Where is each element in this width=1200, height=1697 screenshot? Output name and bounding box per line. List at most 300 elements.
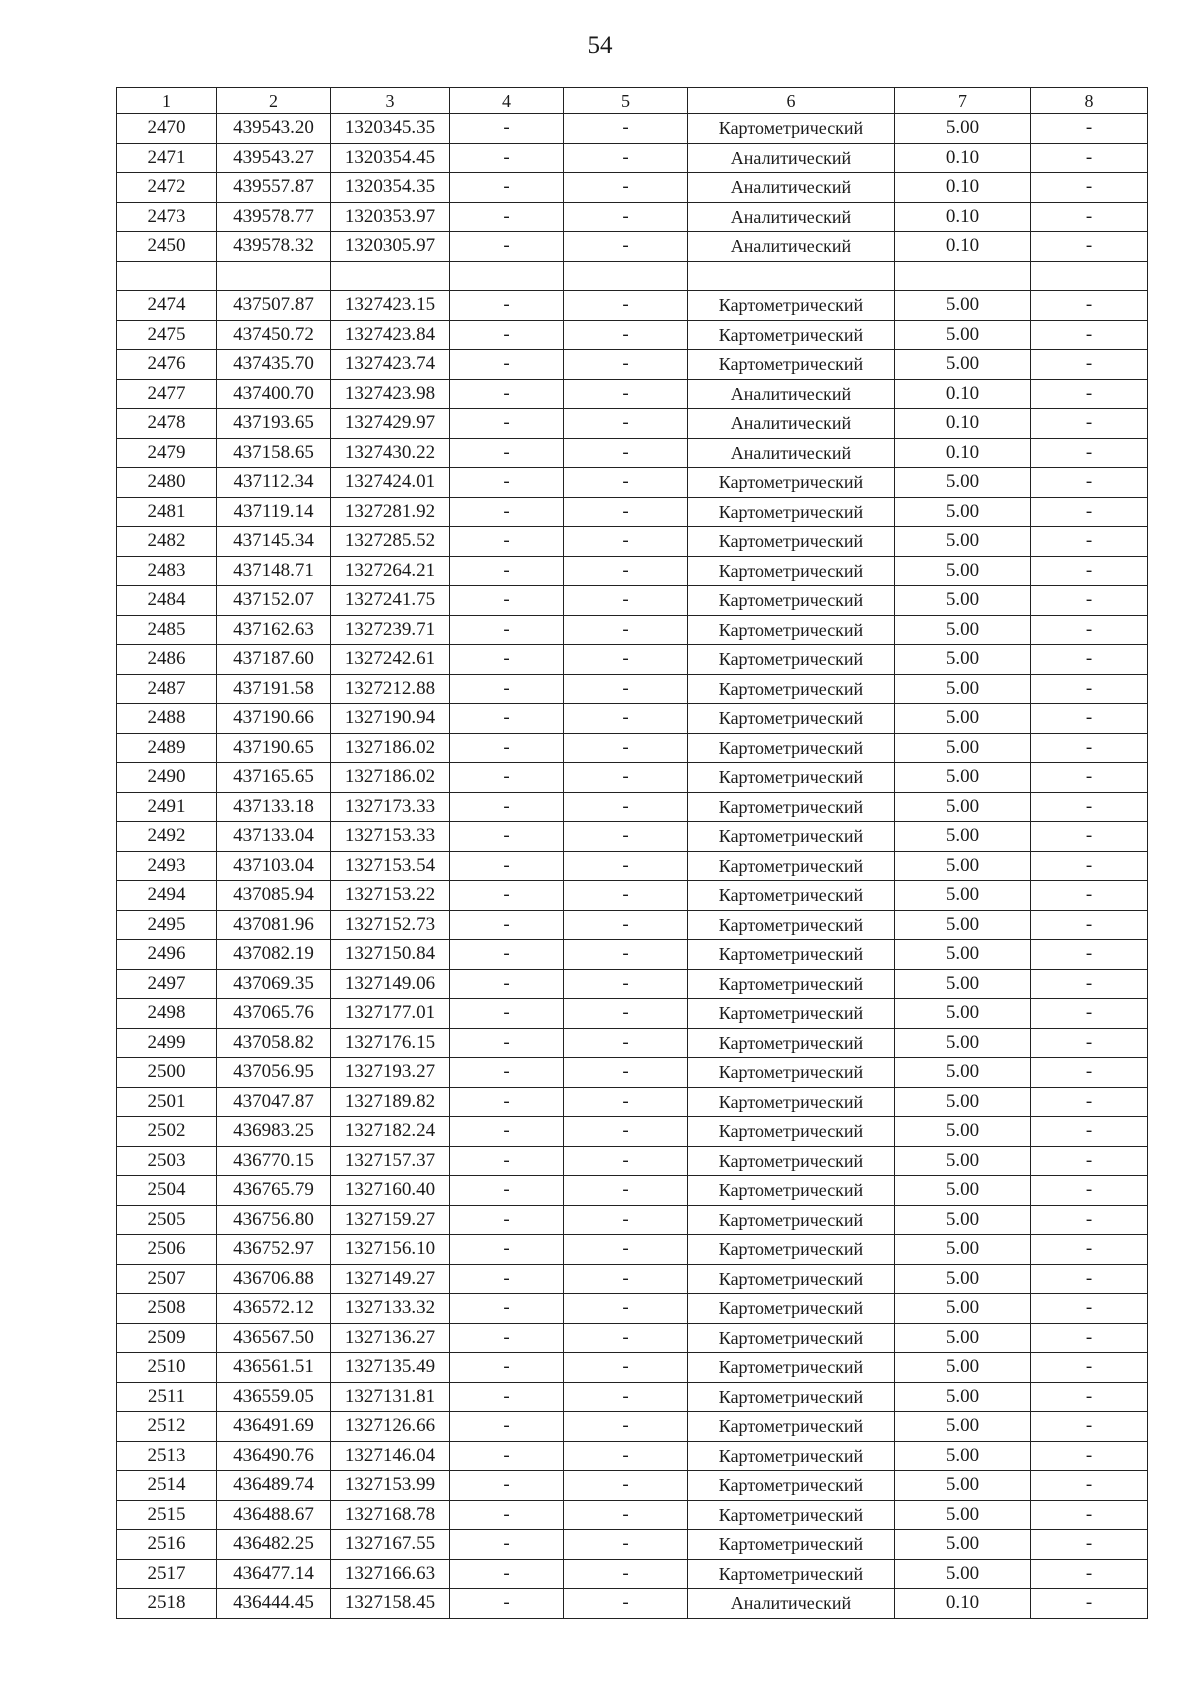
x-coordinate-cell: 437145.34 [217,527,331,557]
method-cell: Картометрический [688,1323,895,1353]
x-coordinate-cell: 436567.50 [217,1323,331,1353]
point-number-cell: 2516 [117,1530,217,1560]
col4-cell: - [450,733,564,763]
col4-cell: - [450,645,564,675]
y-coordinate-cell: 1327136.27 [331,1323,450,1353]
x-coordinate-cell: 437435.70 [217,350,331,380]
accuracy-cell: 0.10 [895,143,1031,173]
col8-cell: - [1031,1176,1148,1206]
col5-cell: - [564,1028,688,1058]
col8-cell: - [1031,1294,1148,1324]
method-cell: Картометрический [688,910,895,940]
table-row [117,674,1148,704]
col5-cell: - [564,586,688,616]
table-row [117,1530,1148,1560]
method-cell: Картометрический [688,969,895,999]
col8-cell: - [1031,1471,1148,1501]
point-number-cell: 2510 [117,1353,217,1383]
y-coordinate-cell: 1327135.49 [331,1353,450,1383]
col5-cell: - [564,674,688,704]
col8-cell: - [1031,1117,1148,1147]
table-row [117,1471,1148,1501]
method-cell: Картометрический [688,733,895,763]
table-row [117,969,1148,999]
col5-cell: - [564,733,688,763]
point-number-cell: 2512 [117,1412,217,1442]
y-coordinate-cell: 1327429.97 [331,409,450,439]
col4-cell: - [450,586,564,616]
x-coordinate-cell: 437158.65 [217,438,331,468]
col5-cell: - [564,792,688,822]
point-number-cell: 2479 [117,438,217,468]
accuracy-cell: 5.00 [895,704,1031,734]
point-number-cell: 2496 [117,940,217,970]
y-coordinate-cell: 1327153.33 [331,822,450,852]
accuracy-cell: 5.00 [895,1471,1031,1501]
point-number-cell: 2475 [117,320,217,350]
method-cell: Картометрический [688,881,895,911]
method-cell: Аналитический [688,232,895,262]
y-coordinate-cell: 1327168.78 [331,1500,450,1530]
col8-cell: - [1031,910,1148,940]
x-coordinate-cell: 437119.14 [217,497,331,527]
column-header: 4 [450,88,564,114]
accuracy-cell: 5.00 [895,940,1031,970]
point-number-cell: 2476 [117,350,217,380]
col4-cell: - [450,114,564,144]
method-cell: Картометрический [688,1087,895,1117]
method-cell: Картометрический [688,792,895,822]
accuracy-cell: 5.00 [895,1530,1031,1560]
point-number-cell: 2477 [117,379,217,409]
accuracy-cell: 5.00 [895,586,1031,616]
point-number-cell: 2506 [117,1235,217,1265]
col8-cell: - [1031,527,1148,557]
x-coordinate-cell: 437450.72 [217,320,331,350]
column-header: 1 [117,88,217,114]
point-number-cell: 2480 [117,468,217,498]
accuracy-cell: 5.00 [895,1117,1031,1147]
y-coordinate-cell: 1327156.10 [331,1235,450,1265]
accuracy-cell: 5.00 [895,881,1031,911]
col5-cell: - [564,379,688,409]
table-row [117,468,1148,498]
x-coordinate-cell: 436488.67 [217,1500,331,1530]
x-coordinate-cell: 436444.45 [217,1589,331,1619]
x-coordinate-cell: 436477.14 [217,1559,331,1589]
col8-cell: - [1031,1235,1148,1265]
col4-cell: - [450,1382,564,1412]
point-number-cell: 2498 [117,999,217,1029]
col4-cell [450,261,564,291]
x-coordinate-cell: 437400.70 [217,379,331,409]
point-number-cell: 2511 [117,1382,217,1412]
point-number-cell: 2474 [117,291,217,321]
accuracy-cell: 5.00 [895,1500,1031,1530]
accuracy-cell: 5.00 [895,822,1031,852]
y-coordinate-cell: 1327430.22 [331,438,450,468]
col4-cell: - [450,1353,564,1383]
col4-cell: - [450,202,564,232]
accuracy-cell: 0.10 [895,1589,1031,1619]
method-cell: Аналитический [688,409,895,439]
y-coordinate-cell: 1327133.32 [331,1294,450,1324]
point-number-cell: 2482 [117,527,217,557]
y-coordinate-cell: 1327182.24 [331,1117,450,1147]
col5-cell: - [564,1058,688,1088]
col8-cell: - [1031,291,1148,321]
col4-cell: - [450,1058,564,1088]
method-cell: Картометрический [688,1117,895,1147]
point-number-cell: 2518 [117,1589,217,1619]
accuracy-cell: 5.00 [895,1087,1031,1117]
point-number-cell: 2473 [117,202,217,232]
y-coordinate-cell: 1320353.97 [331,202,450,232]
point-number-cell: 2490 [117,763,217,793]
col5-cell: - [564,1146,688,1176]
x-coordinate-cell: 437190.65 [217,733,331,763]
y-coordinate-cell: 1327177.01 [331,999,450,1029]
col4-cell: - [450,1028,564,1058]
table-row [117,704,1148,734]
col4-cell: - [450,438,564,468]
method-cell: Картометрический [688,674,895,704]
x-coordinate-cell: 437081.96 [217,910,331,940]
table-row [117,143,1148,173]
table-row [117,114,1148,144]
method-cell: Картометрический [688,556,895,586]
col5-cell: - [564,468,688,498]
col8-cell: - [1031,822,1148,852]
col4-cell: - [450,1146,564,1176]
table-row [117,527,1148,557]
point-number-cell: 2489 [117,733,217,763]
x-coordinate-cell: 437103.04 [217,851,331,881]
col4-cell: - [450,556,564,586]
col4-cell: - [450,792,564,822]
point-number-cell: 2470 [117,114,217,144]
point-number-cell: 2494 [117,881,217,911]
table-row [117,851,1148,881]
table-row [117,763,1148,793]
col4-cell: - [450,1589,564,1619]
point-number-cell: 2502 [117,1117,217,1147]
accuracy-cell: 5.00 [895,910,1031,940]
accuracy-cell: 5.00 [895,1264,1031,1294]
table-row [117,1441,1148,1471]
method-cell: Картометрический [688,1412,895,1442]
col4-cell: - [450,1176,564,1206]
col8-cell: - [1031,202,1148,232]
point-number-cell: 2481 [117,497,217,527]
accuracy-cell: 5.00 [895,1028,1031,1058]
method-cell: Картометрический [688,1353,895,1383]
col8-cell: - [1031,1441,1148,1471]
y-coordinate-cell: 1327157.37 [331,1146,450,1176]
col4-cell: - [450,468,564,498]
col5-cell: - [564,497,688,527]
y-coordinate-cell: 1327423.15 [331,291,450,321]
accuracy-cell: 5.00 [895,497,1031,527]
y-coordinate-cell: 1327241.75 [331,586,450,616]
table-row [117,320,1148,350]
col8-cell: - [1031,409,1148,439]
y-coordinate-cell: 1327186.02 [331,763,450,793]
col8-cell: - [1031,674,1148,704]
point-number-cell: 2499 [117,1028,217,1058]
col5-cell: - [564,1441,688,1471]
x-coordinate-cell: 436770.15 [217,1146,331,1176]
col5-cell: - [564,940,688,970]
col8-cell: - [1031,645,1148,675]
col8-cell: - [1031,497,1148,527]
accuracy-cell: 0.10 [895,202,1031,232]
col5-cell: - [564,881,688,911]
y-coordinate-cell: 1320345.35 [331,114,450,144]
accuracy-cell: 5.00 [895,527,1031,557]
col5-cell: - [564,1530,688,1560]
col8-cell: - [1031,320,1148,350]
accuracy-cell: 0.10 [895,379,1031,409]
table-row [117,261,1148,291]
x-coordinate-cell: 437165.65 [217,763,331,793]
point-number-cell: 2488 [117,704,217,734]
y-coordinate-cell: 1327153.22 [331,881,450,911]
method-cell: Картометрический [688,114,895,144]
col4-cell: - [450,409,564,439]
accuracy-cell: 5.00 [895,645,1031,675]
col4-cell: - [450,1530,564,1560]
method-cell: Картометрический [688,851,895,881]
y-coordinate-cell: 1327167.55 [331,1530,450,1560]
table-row [117,1559,1148,1589]
col5-cell: - [564,1235,688,1265]
table-row [117,1146,1148,1176]
y-coordinate-cell: 1327423.74 [331,350,450,380]
x-coordinate-cell: 439557.87 [217,173,331,203]
col8-cell: - [1031,1028,1148,1058]
col8-cell: - [1031,438,1148,468]
method-cell: Картометрический [688,527,895,557]
column-header: 3 [331,88,450,114]
col5-cell: - [564,645,688,675]
accuracy-cell: 5.00 [895,1382,1031,1412]
point-number-cell: 2491 [117,792,217,822]
col4-cell: - [450,320,564,350]
col4-cell: - [450,1117,564,1147]
column-header: 6 [688,88,895,114]
col4-cell: - [450,1264,564,1294]
col8-cell: - [1031,468,1148,498]
col4-cell: - [450,851,564,881]
col5-cell: - [564,1117,688,1147]
col8-cell: - [1031,940,1148,970]
point-number-cell: 2513 [117,1441,217,1471]
method-cell: Картометрический [688,1264,895,1294]
method-cell: Аналитический [688,379,895,409]
method-cell: Картометрический [688,1058,895,1088]
col5-cell: - [564,409,688,439]
method-cell: Картометрический [688,291,895,321]
col5-cell: - [564,1559,688,1589]
table-row [117,1500,1148,1530]
col8-cell: - [1031,969,1148,999]
table-row [117,910,1148,940]
col8-cell: - [1031,232,1148,262]
col4-cell: - [450,674,564,704]
col8-cell: - [1031,881,1148,911]
table-row [117,1353,1148,1383]
col4-cell: - [450,173,564,203]
method-cell: Картометрический [688,468,895,498]
table-row [117,438,1148,468]
x-coordinate-cell: 436490.76 [217,1441,331,1471]
col8-cell: - [1031,350,1148,380]
x-coordinate-cell: 437148.71 [217,556,331,586]
y-coordinate-cell: 1327423.98 [331,379,450,409]
col8-cell: - [1031,556,1148,586]
col4-cell: - [450,910,564,940]
y-coordinate-cell: 1327149.06 [331,969,450,999]
accuracy-cell: 5.00 [895,674,1031,704]
x-coordinate-cell: 437191.58 [217,674,331,704]
y-coordinate-cell: 1327264.21 [331,556,450,586]
point-number-cell: 2486 [117,645,217,675]
accuracy-cell: 5.00 [895,851,1031,881]
method-cell: Картометрический [688,1382,895,1412]
method-cell: Картометрический [688,999,895,1029]
table-row [117,1589,1148,1619]
col8-cell: - [1031,1530,1148,1560]
col5-cell: - [564,1412,688,1442]
method-cell: Картометрический [688,645,895,675]
col5-cell: - [564,114,688,144]
col4-cell: - [450,1471,564,1501]
col8-cell: - [1031,586,1148,616]
point-number-cell [117,261,217,291]
col5-cell: - [564,704,688,734]
table-row [117,822,1148,852]
table-row [117,1176,1148,1206]
method-cell: Аналитический [688,202,895,232]
table-row [117,1117,1148,1147]
y-coordinate-cell: 1327424.01 [331,468,450,498]
table-row [117,232,1148,262]
col8-cell: - [1031,143,1148,173]
point-number-cell: 2508 [117,1294,217,1324]
table-row [117,645,1148,675]
col5-cell: - [564,527,688,557]
col5-cell: - [564,1589,688,1619]
col5-cell: - [564,143,688,173]
accuracy-cell: 5.00 [895,1176,1031,1206]
y-coordinate-cell: 1327166.63 [331,1559,450,1589]
col5-cell: - [564,320,688,350]
point-number-cell: 2501 [117,1087,217,1117]
x-coordinate-cell: 436482.25 [217,1530,331,1560]
col8-cell: - [1031,792,1148,822]
method-cell: Картометрический [688,350,895,380]
col8-cell: - [1031,1353,1148,1383]
y-coordinate-cell: 1327153.99 [331,1471,450,1501]
point-number-cell: 2485 [117,615,217,645]
method-cell: Картометрический [688,1235,895,1265]
x-coordinate-cell: 436561.51 [217,1353,331,1383]
accuracy-cell: 5.00 [895,350,1031,380]
col4-cell: - [450,1087,564,1117]
col8-cell: - [1031,1382,1148,1412]
y-coordinate-cell: 1327190.94 [331,704,450,734]
col8-cell: - [1031,1323,1148,1353]
method-cell: Картометрический [688,320,895,350]
col5-cell: - [564,763,688,793]
y-coordinate-cell: 1320305.97 [331,232,450,262]
y-coordinate-cell: 1327159.27 [331,1205,450,1235]
col5-cell: - [564,232,688,262]
method-cell: Картометрический [688,1205,895,1235]
col8-cell: - [1031,1412,1148,1442]
accuracy-cell: 0.10 [895,173,1031,203]
x-coordinate-cell: 437162.63 [217,615,331,645]
col5-cell: - [564,1500,688,1530]
col4-cell: - [450,704,564,734]
accuracy-cell: 5.00 [895,1235,1031,1265]
x-coordinate-cell: 437187.60 [217,645,331,675]
page-number: 54 [587,32,613,59]
accuracy-cell: 5.00 [895,1353,1031,1383]
col4-cell: - [450,999,564,1029]
method-cell: Картометрический [688,497,895,527]
x-coordinate-cell: 437112.34 [217,468,331,498]
point-number-cell: 2495 [117,910,217,940]
point-number-cell: 2450 [117,232,217,262]
col5-cell: - [564,1087,688,1117]
y-coordinate-cell: 1327131.81 [331,1382,450,1412]
point-number-cell: 2509 [117,1323,217,1353]
method-cell: Аналитический [688,173,895,203]
column-header: 5 [564,88,688,114]
col5-cell: - [564,1294,688,1324]
table-row [117,1028,1148,1058]
table-row [117,586,1148,616]
table-row [117,881,1148,911]
point-number-cell: 2507 [117,1264,217,1294]
y-coordinate-cell [331,261,450,291]
col5-cell: - [564,1353,688,1383]
col8-cell: - [1031,1146,1148,1176]
method-cell: Картометрический [688,940,895,970]
x-coordinate-cell: 437133.04 [217,822,331,852]
point-number-cell: 2484 [117,586,217,616]
method-cell: Аналитический [688,143,895,173]
point-number-cell: 2492 [117,822,217,852]
accuracy-cell: 5.00 [895,733,1031,763]
x-coordinate-cell: 436752.97 [217,1235,331,1265]
col8-cell: - [1031,1058,1148,1088]
col4-cell: - [450,1235,564,1265]
col5-cell: - [564,173,688,203]
y-coordinate-cell: 1327160.40 [331,1176,450,1206]
accuracy-cell: 5.00 [895,468,1031,498]
x-coordinate-cell: 437133.18 [217,792,331,822]
point-number-cell: 2514 [117,1471,217,1501]
col5-cell: - [564,202,688,232]
y-coordinate-cell: 1320354.35 [331,173,450,203]
method-cell: Картометрический [688,1146,895,1176]
y-coordinate-cell: 1327212.88 [331,674,450,704]
accuracy-cell: 5.00 [895,1323,1031,1353]
col5-cell: - [564,910,688,940]
